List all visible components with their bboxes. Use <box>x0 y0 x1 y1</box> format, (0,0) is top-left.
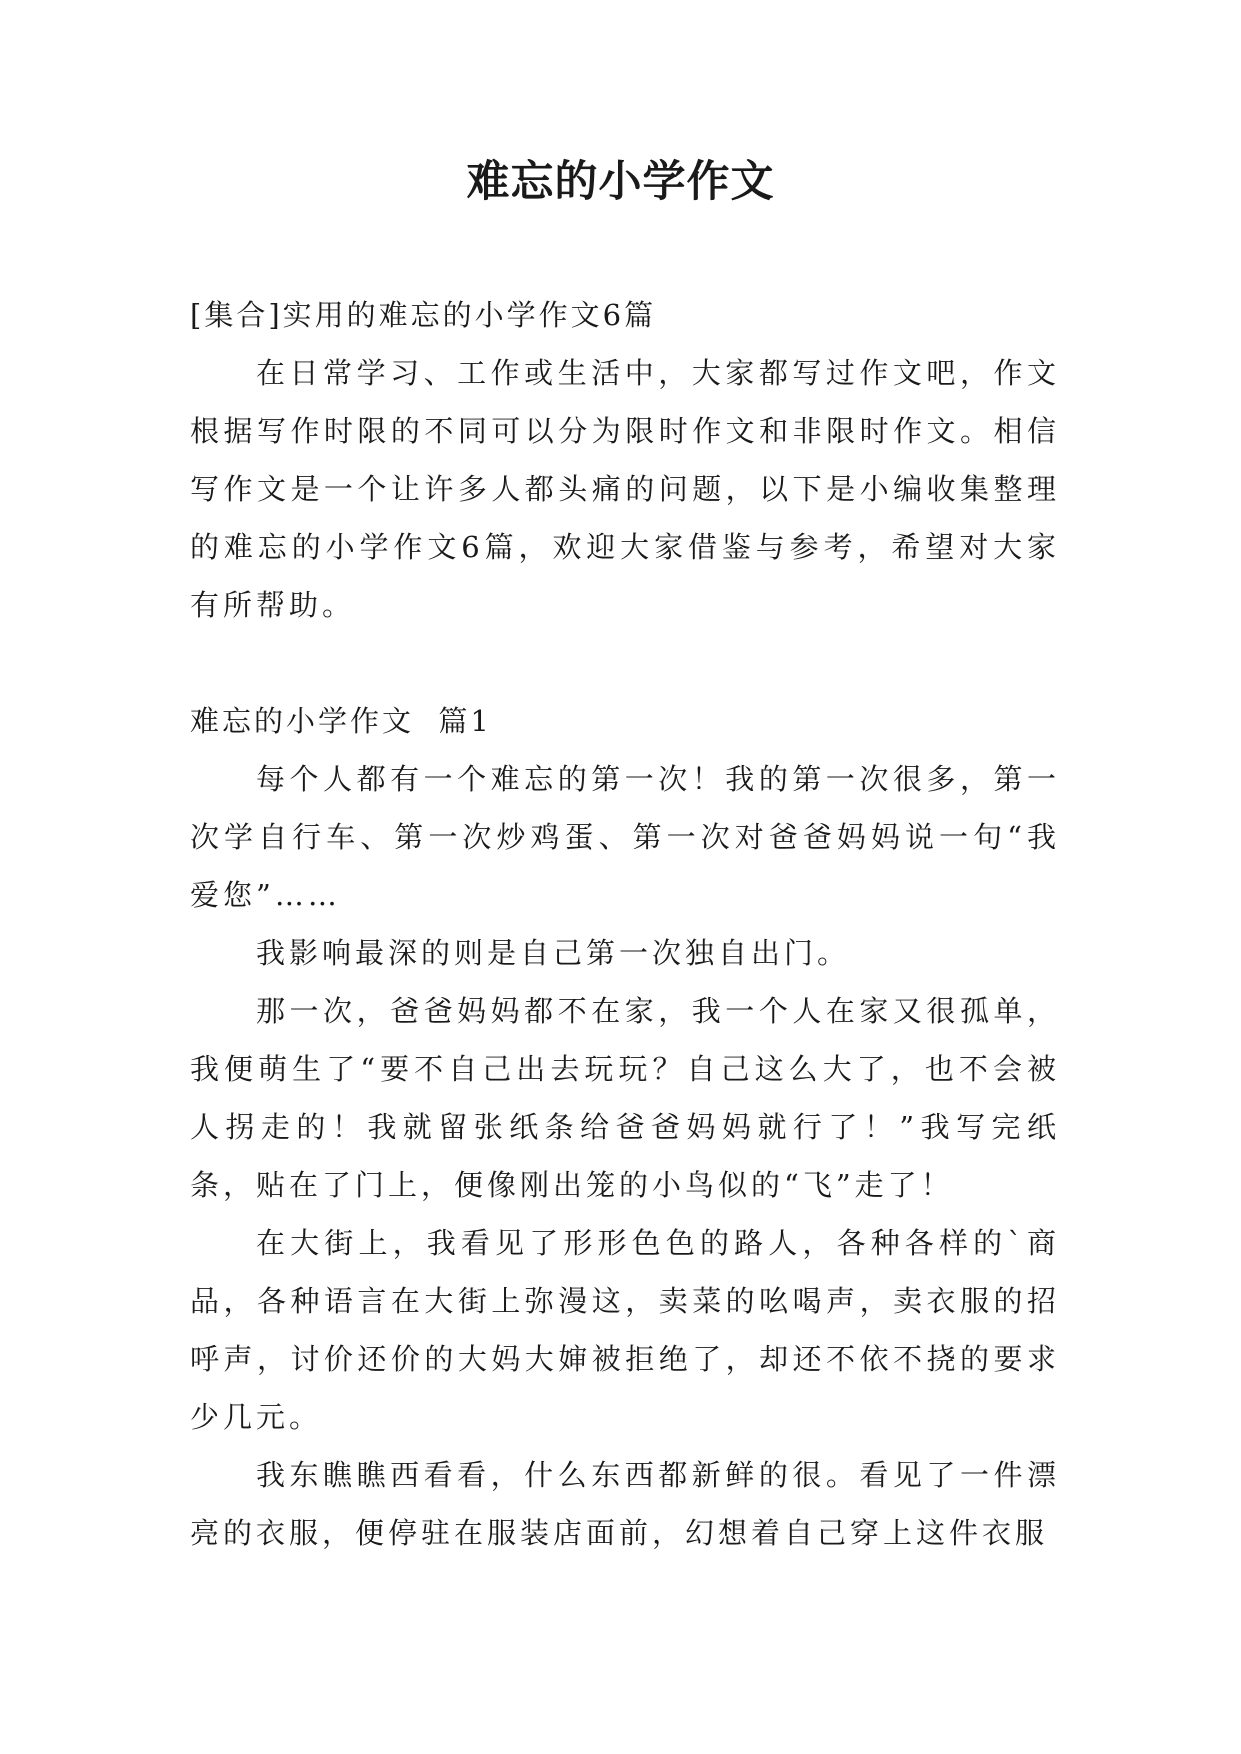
body-paragraph: 我影响最深的则是自己第一次独自出门。 <box>256 936 851 970</box>
body-paragraph: 我东瞧瞧西看看，什么东西都新鲜的很。看见了一件漂亮的衣服，便停驻在服装店面前，幻想着自己穿上这件衣服 <box>190 1458 1060 1550</box>
section-spacer <box>190 634 1060 692</box>
body-paragraph: 每个人都有一个难忘的第一次！我的第一次很多，第一次学自行车、第一次炒鸡蛋、第一次对爸爸妈妈说一句“我爱您”…… <box>190 762 1060 912</box>
section-heading: 难忘的小学作文 篇1 <box>190 704 492 738</box>
intro-paragraph: 在日常学习、工作或生活中，大家都写过作文吧，作文根据写作时限的不同可以分为限时作文和非限时作文。相信写作文是一个让许多人都头痛的问题，以下是小编收集整理的难忘的小学作文6篇，欢迎大家借鉴与参考，希望对大家有所帮助。 <box>190 356 1060 622</box>
document-subtitle: [集合]实用的难忘的小学作文6篇 <box>190 298 657 332</box>
body-paragraph: 在大街上，我看见了形形色色的路人，各种各样的`商品，各种语言在大街上弥漫这，卖菜的吆喝声，卖衣服的招呼声，讨价还价的大妈大婶被拒绝了，却还不依不挠的要求少几元。 <box>190 1226 1060 1434</box>
document-body <box>190 286 1060 1562</box>
body-paragraph: 那一次，爸爸妈妈都不在家，我一个人在家又很孤单，我便萌生了“要不自己出去玩玩？自己这么大了，也不会被人拐走的！我就留张纸条给爸爸妈妈就行了！”我写完纸条，贴在了门上，便像刚出笼的小鸟似的“飞”走了！ <box>190 994 1060 1202</box>
document-title: 难忘的小学作文 <box>466 157 775 207</box>
